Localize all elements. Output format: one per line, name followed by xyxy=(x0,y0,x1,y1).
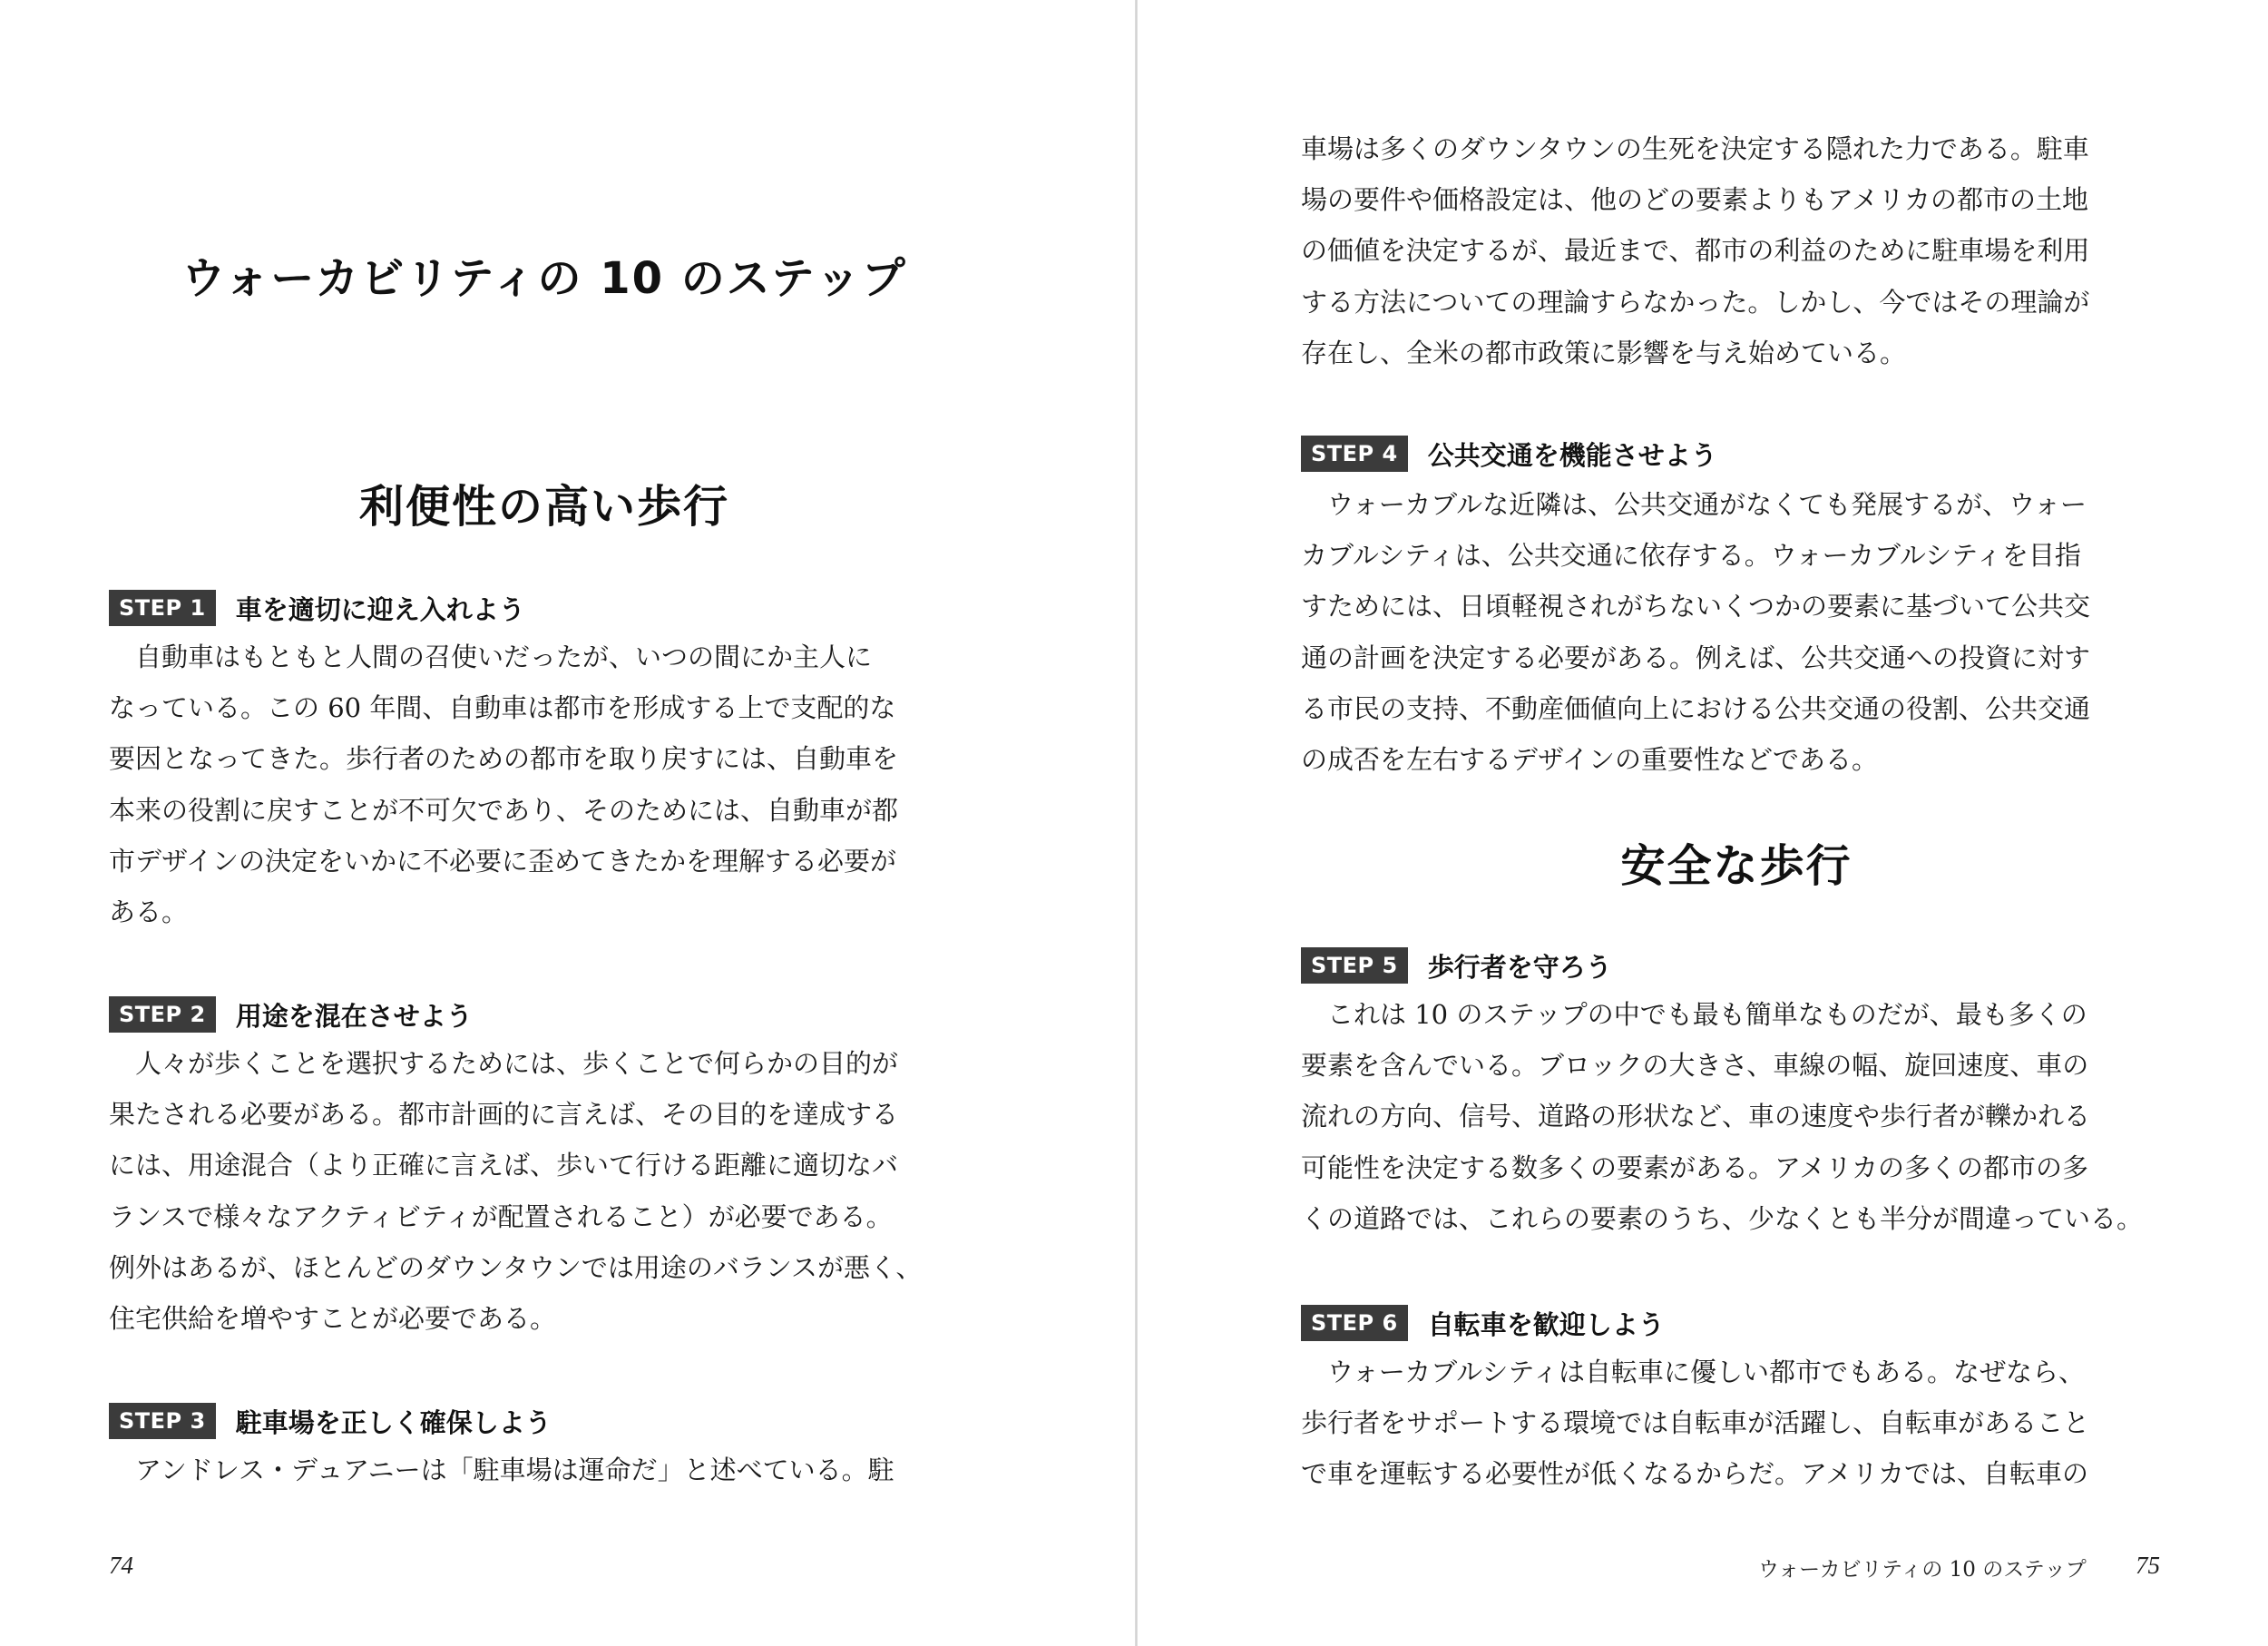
text-line: の成否を左右するデザインの重要性などである。 xyxy=(1301,744,1878,776)
step-3-body xyxy=(109,1445,894,1495)
step-4-badge: STEP 4 xyxy=(1301,436,1408,472)
text-line: 要素を含んでいる。ブロックの大きさ、車線の幅、旋回速度、車の xyxy=(1301,1050,2089,1082)
text-line: 住宅供給を増やすことが必要である。 xyxy=(109,1303,557,1335)
step-2-badge: STEP 2 xyxy=(109,996,216,1033)
text-line: 本来の役割に戻すことが不可欠であり、そのためには、自動車が都 xyxy=(109,794,899,826)
text-line: ウォーカブルシティは自転車に優しい都市でもある。なぜなら、 xyxy=(1301,1357,2086,1387)
text-line: ある。 xyxy=(109,896,189,928)
text-line: 車場は多くのダウンタウンの生死を決定する隠れた力である。駐車 xyxy=(1301,133,2089,164)
step-1-body xyxy=(109,632,898,937)
text-line: なっている。この 60 年間、自動車は都市を形成する上で支配的な xyxy=(109,692,896,724)
step-6-body xyxy=(1301,1347,2089,1500)
step-6-badge: STEP 6 xyxy=(1301,1305,1408,1341)
text-line: すためには、日頃軽視されがちないくつかの要素に基づいて公共交 xyxy=(1301,591,2091,622)
text-line: 市デザインの決定をいかに不必要に歪めてきたかを理解する必要が xyxy=(109,845,896,877)
text-line: 要因となってきた。歩行者のための都市を取り戻すには、自動車を xyxy=(109,743,899,775)
step-2-title: 用途を混在させよう xyxy=(235,1000,473,1032)
step-3-heading xyxy=(109,1403,552,1439)
text-line: これは 10 のステップの中でも最も簡単なものだが、最も多くの xyxy=(1301,999,2087,1030)
step-5-body xyxy=(1301,989,2143,1244)
step-1-badge: STEP 1 xyxy=(109,590,216,626)
step-1-title: 車を適切に迎え入れよう xyxy=(235,593,525,625)
text-line: アンドレス・デュアニーは「駐車場は運命だ」と述べている。駐 xyxy=(109,1455,894,1485)
text-line: カブルシティは、公共交通に依存する。ウォーカブルシティを目指 xyxy=(1301,540,2081,572)
section-heading-convenient-walk: 利便性の高い歩行 xyxy=(358,480,729,533)
step-1-heading xyxy=(109,590,525,626)
text-line: する方法についての理論すらなかった。しかし、今ではその理論が xyxy=(1301,286,2090,318)
text-line: 可能性を決定する数多くの要素がある。アメリカの多くの都市の多 xyxy=(1301,1151,2088,1183)
text-line: 人々が歩くことを選択するためには、歩くことで何らかの目的が xyxy=(109,1048,899,1079)
step-3-continued-body xyxy=(1301,123,2089,378)
step-4-body xyxy=(1301,479,2090,785)
text-line: の価値を決定するが、最近まで、都市の利益のために駐車場を利用 xyxy=(1301,235,2090,267)
step-4-title: 公共交通を機能させよう xyxy=(1427,439,1717,471)
section-heading-safe-walk: 安全な歩行 xyxy=(1620,839,1853,892)
text-line: で車を運転する必要性が低くなるからだ。アメリカでは、自転車の xyxy=(1301,1458,2088,1490)
text-line: 存在し、全米の都市政策に影響を与え始めている。 xyxy=(1301,337,1907,368)
page-number-left: 74 xyxy=(109,1552,133,1579)
running-head: ウォーカビリティの 10 のステップ xyxy=(1758,1558,2087,1582)
step-2-heading xyxy=(109,996,473,1033)
text-line: 通の計画を決定する必要がある。例えば、公共交通への投資に対す xyxy=(1301,642,2091,673)
step-6-heading xyxy=(1301,1305,1665,1341)
step-2-body xyxy=(109,1038,922,1344)
right-page xyxy=(1138,0,2268,1646)
text-line: 果たされる必要がある。都市計画的に言えば、その目的を達成する xyxy=(109,1099,899,1131)
text-line: る市民の支持、不動産価値向上における公共交通の役割、公共交通 xyxy=(1301,692,2091,724)
step-6-title: 自転車を歓迎しよう xyxy=(1427,1308,1665,1340)
page-number-right: 75 xyxy=(2136,1552,2160,1579)
text-line: ランスで様々なアクティビティが配置されること）が必要である。 xyxy=(109,1200,893,1232)
text-line: ウォーカブルな近隣は、公共交通がなくても発展するが、ウォー xyxy=(1301,489,2087,520)
text-line: 自動車はもともと人間の召使いだったが、いつの間にか主人に xyxy=(109,642,873,672)
text-line: 流れの方向、信号、道路の形状など、車の速度や歩行者が轢かれる xyxy=(1301,1101,2091,1132)
step-5-heading xyxy=(1301,947,1612,984)
text-line: くの道路では、これらの要素のうち、少なくとも半分が間違っている。 xyxy=(1301,1202,2144,1234)
step-5-badge: STEP 5 xyxy=(1301,947,1408,984)
text-line: 例外はあるが、ほとんどのダウンタウンでは用途のバランスが悪く、 xyxy=(109,1251,923,1283)
step-3-title: 駐車場を正しく確保しよう xyxy=(235,1406,552,1438)
step-4-heading xyxy=(1301,436,1717,472)
text-line: 歩行者をサポートする環境では自転車が活躍し、自転車があること xyxy=(1301,1407,2090,1439)
text-line: 場の要件や価格設定は、他のどの要素よりもアメリカの都市の土地 xyxy=(1301,184,2088,216)
step-5-title: 歩行者を守ろう xyxy=(1427,951,1612,983)
text-line: には、用途混合（より正確に言えば、歩いて行ける距離に適切なバ xyxy=(109,1150,899,1181)
step-3-badge: STEP 3 xyxy=(109,1403,216,1439)
chapter-title: ウォーカビリティの 10 のステップ xyxy=(181,253,907,304)
